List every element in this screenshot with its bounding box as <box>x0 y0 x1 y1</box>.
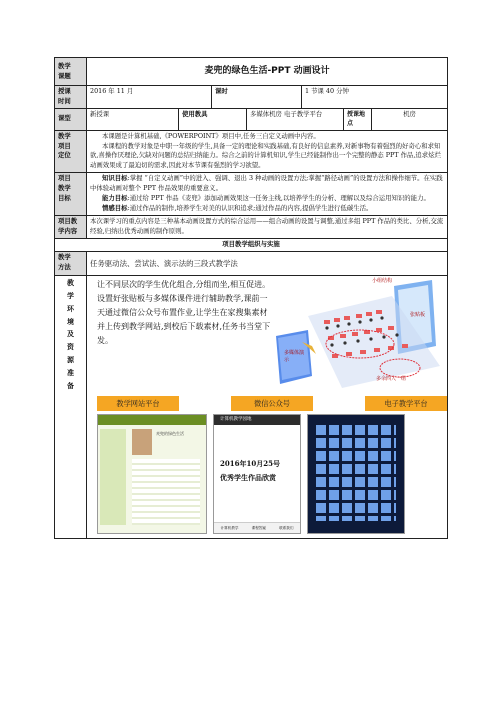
section-title: 项目教学组织与实施 <box>55 238 448 251</box>
label-resources: 教 学 环 境 及 资 源 准 备 <box>55 275 87 538</box>
goal-knowledge <box>90 174 444 194</box>
website-content <box>132 459 200 525</box>
wechat-date: 2016年10月25号 <box>220 458 280 468</box>
tag-website: 教学网站平台 <box>97 396 179 411</box>
diagram-label-group: 小组结构 <box>372 277 393 284</box>
classroom-diagram-image <box>272 276 442 394</box>
tag-platform: 电子教学平台 <box>365 396 447 411</box>
website-photo <box>132 429 152 455</box>
position-para-1: 本课题是计算机基础,《POWERPOINT》项目中,任务三自定义动画中内容。 <box>102 131 320 140</box>
label-time: 授课 时间 <box>55 86 87 109</box>
label-periods: 课时 <box>212 86 302 109</box>
value-periods: 1 节课 40 分钟 <box>302 86 448 109</box>
wechat-header: 计算机教学园地 <box>214 415 300 425</box>
resources-text: 让不同层次的学生优化组合,分组而坐,相互促进。设置好张贴板与多媒体课件进行辅助教学,课前一天通过微信公众号布置作业,让学生在家搜集素材并上传到教学网站,到校后下载素材,任务书当堂下发。 <box>97 279 271 345</box>
lesson-plan-table <box>54 57 448 539</box>
website-sidebar <box>100 429 126 525</box>
wechat-headline: 优秀学生作品欣赏 <box>220 472 276 482</box>
wechat-screenshot <box>213 414 301 534</box>
goal-knowledge-text: :掌握 “自定义动画”中的进入、强调、退出 3 种动画的设置方法;掌握“路径动画”的设置方法和操作细节。在实践中体验动画对整个 PPT 作品效果的重要意义。 <box>90 174 443 193</box>
value-tools: 多媒体机房 电子教学平台 <box>247 109 344 131</box>
wechat-tab-2[interactable]: 课程答疑 <box>251 525 266 530</box>
platform-tags <box>87 396 447 411</box>
label-location: 授课地点 <box>344 109 372 131</box>
diagram-label-team: 多余四人一组 <box>376 375 407 382</box>
goal-ability-key: 能力目标 <box>102 194 128 203</box>
goal-emotion-key: 情感目标 <box>102 204 128 213</box>
tag-wechat: 微信公众号 <box>231 396 313 411</box>
platform-screenshots <box>87 414 447 534</box>
goal-knowledge-key: 知识目标 <box>102 174 128 183</box>
label-topic: 教学 课题 <box>55 58 87 86</box>
classroom-diagram <box>272 276 442 394</box>
value-time: 2016 年 11 月 <box>87 86 212 109</box>
label-tools: 使用教具 <box>179 109 247 131</box>
website-screenshot <box>97 414 207 534</box>
method-text: 任务驱动法、尝试法、演示法的三段式教学法 <box>87 251 448 275</box>
goal-ability <box>90 194 444 204</box>
position-content <box>87 130 448 173</box>
label-goals: 项目 教学 目标 <box>55 173 87 216</box>
label-position: 教学 项目 定位 <box>55 130 87 173</box>
goal-ability-text: :通过给 PPT 作品《麦兜》添加动画效果这一任务主线,以培养学生的分析、理解以及综合运用知识的能力。 <box>127 194 430 203</box>
website-header <box>98 415 206 425</box>
goals-content <box>87 173 448 216</box>
diagram-label-board: 张贴板 <box>410 311 426 318</box>
value-type: 新授课 <box>87 109 179 131</box>
resources-cell <box>87 275 448 538</box>
wechat-tab-1[interactable]: 计算机教学 <box>220 525 239 530</box>
goal-emotion-text: :通过作品的制作,培养学生对美的认识和追求;通过作品的内容,提倡学生进行低碳生活。 <box>127 204 373 213</box>
label-type: 课型 <box>55 109 87 131</box>
label-content: 项目教 学内容 <box>55 215 87 238</box>
content-text: 本次课学习的重点内容是三种基本动画设置方式的综合运用——组合动画的设置与调整,通过多组 PPT 作品的类比、分析,交流经验,归纳出优秀动画的制作原则。 <box>87 215 448 238</box>
website-caption: 麦兜的绿色生活 <box>156 430 184 436</box>
wechat-menu <box>214 522 300 533</box>
label-method: 教学 方法 <box>55 251 87 275</box>
platform-screenshot <box>307 414 405 534</box>
goal-emotion <box>90 204 444 214</box>
value-location: 机房 <box>372 109 448 131</box>
diagram-label-projector: 多媒体演示 <box>284 349 305 364</box>
wechat-tab-3[interactable]: 联系我们 <box>279 525 294 530</box>
platform-grid <box>316 425 396 521</box>
position-para-2: 本课程的教学对象是中职一年级的学生,具备一定的理论和实践基础,有良好的信息素养,对新事物有着强烈的好奇心和求知欲,喜操作厌理论,欠缺对问题的总结归纳能力。综合之前的计算机知识,学生已经能制作出一个完整的静态 PPT 作品,追求炫烂动画效果成了最迫切的需求,因此对本节课有强烈的学习欲望。 <box>90 141 441 170</box>
lesson-title: 麦兜的绿色生活-PPT 动画设计 <box>87 58 448 86</box>
